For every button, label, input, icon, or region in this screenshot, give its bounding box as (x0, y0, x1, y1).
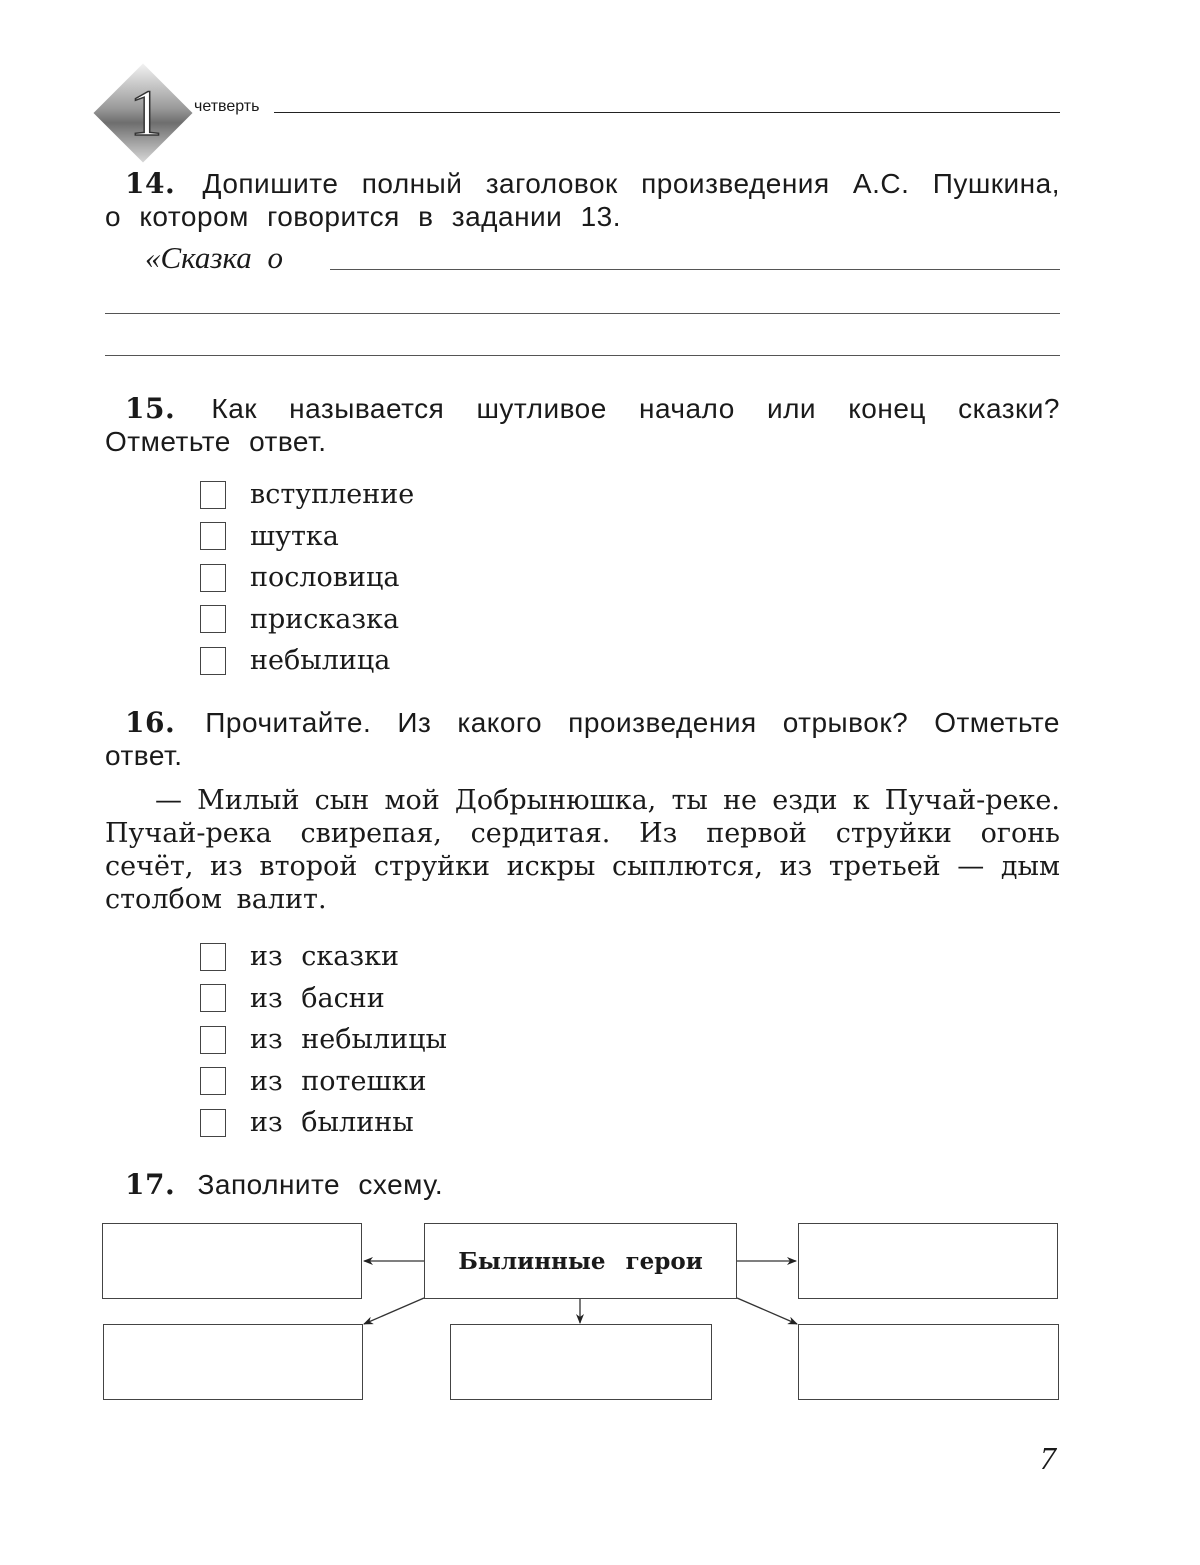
task-14-number: 14. (125, 167, 176, 200)
option-label: из басни (250, 982, 385, 1014)
option-label: из сказки (250, 941, 399, 973)
task-15-number: 15. (125, 392, 176, 425)
option-label: присказка (250, 603, 400, 635)
page-number: 7 (1040, 1440, 1056, 1476)
task-15-text: Как называется шутливое начало или конец сказки? Отметьте ответ. (105, 393, 1061, 457)
option-label: из небылицы (250, 1024, 448, 1056)
arrow-down-left-icon (364, 1298, 424, 1324)
option-label: из былины (250, 1107, 414, 1139)
task-16-text: Прочитайте. Из какого произведения отрывок? Отметьте ответ. (105, 707, 1061, 771)
scheme-center-label: Былинные герои (458, 1247, 703, 1275)
option-label: шутка (250, 520, 339, 552)
quarter-number: 1 (129, 77, 163, 150)
task-14-answer-prefix: «Сказка о (145, 240, 283, 275)
task-17-number: 17. (125, 1168, 176, 1201)
option-label: небылица (250, 645, 391, 677)
option-label: пословица (250, 562, 400, 594)
option-label: из потешки (250, 1065, 427, 1097)
option-label: вступление (250, 479, 415, 511)
task-16-excerpt: — Милый сын мой Добрынюшка, ты не езди к Пучай-реке. Пучай-река свирепая, сердитая. Из первой струйки огонь сечёт, из второй струйки искры сыплются, из третьей — дым столбом валит. (105, 785, 1060, 915)
task-16-number: 16. (125, 706, 176, 739)
arrow-down-right-icon (737, 1298, 797, 1324)
quarter-label: четверть (194, 98, 260, 115)
task-17-text: Заполните схему. (197, 1169, 444, 1200)
task-14-text: Допишите полный заголовок произведения А.С. Пушкина, о котором говорится в задании 13. (105, 168, 1060, 232)
